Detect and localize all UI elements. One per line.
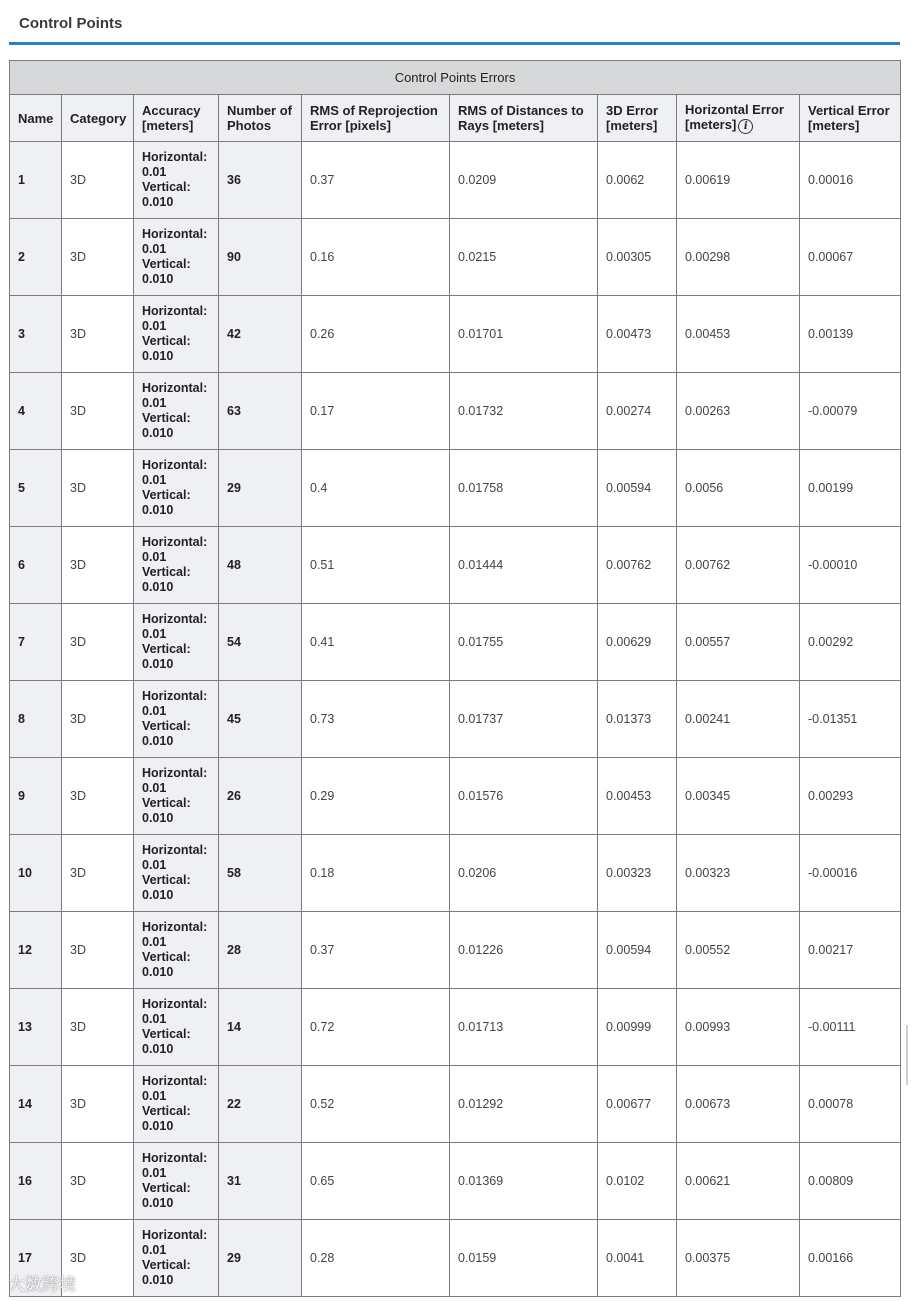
cell-accuracy (134, 373, 219, 450)
cell-photos: 45 (219, 681, 302, 758)
cell-photos: 22 (219, 1066, 302, 1143)
cell-rms_reproj: 0.17 (302, 373, 450, 450)
cell-rms_dist: 0.01292 (450, 1066, 598, 1143)
accuracy-line: Horizontal: (142, 535, 208, 549)
cell-photos: 31 (219, 1143, 302, 1220)
accuracy-line: Horizontal: (142, 920, 208, 934)
cell-rms_dist: 0.01576 (450, 758, 598, 835)
cell-accuracy (134, 450, 219, 527)
accuracy-line: Vertical: (142, 1104, 191, 1118)
cell-accuracy (134, 296, 219, 373)
cell-vert: 0.00139 (800, 296, 901, 373)
accuracy-line: 0.010 (142, 1196, 174, 1210)
cell-err3d: 0.01373 (598, 681, 677, 758)
cell-horiz: 0.00762 (677, 527, 800, 604)
cell-category: 3D (62, 450, 134, 527)
accuracy-line: Horizontal: (142, 689, 208, 703)
accuracy-line: 0.01 (142, 1243, 167, 1257)
cell-accuracy (134, 604, 219, 681)
column-header-err3d (598, 95, 677, 142)
cell-rms_dist: 0.01755 (450, 604, 598, 681)
cell-err3d: 0.00305 (598, 219, 677, 296)
column-header-label: Horizontal Error [meters] (685, 102, 784, 133)
cell-vert: -0.00016 (800, 835, 901, 912)
accuracy-line: Vertical: (142, 488, 191, 502)
accuracy-line: Horizontal: (142, 1074, 208, 1088)
cell-name: 5 (10, 450, 62, 527)
column-header-label: Number of Photos (227, 103, 292, 133)
table-row (10, 1066, 901, 1143)
accuracy-line: Vertical: (142, 257, 191, 271)
accuracy-line: 0.010 (142, 811, 174, 825)
cell-name: 6 (10, 527, 62, 604)
cell-category: 3D (62, 296, 134, 373)
cell-name: 2 (10, 219, 62, 296)
table-caption: Control Points Errors (10, 61, 901, 95)
cell-rms_reproj: 0.41 (302, 604, 450, 681)
accuracy-line: Vertical: (142, 719, 191, 733)
column-header-horiz (677, 95, 800, 142)
accuracy-line: 0.01 (142, 704, 167, 718)
table-row (10, 989, 901, 1066)
table-row (10, 758, 901, 835)
column-header-category (62, 95, 134, 142)
cell-rms_dist: 0.0215 (450, 219, 598, 296)
table-row (10, 681, 901, 758)
info-icon[interactable]: i (738, 119, 753, 134)
cell-vert: 0.00292 (800, 604, 901, 681)
cell-err3d: 0.00999 (598, 989, 677, 1066)
cell-photos: 14 (219, 989, 302, 1066)
section-header (9, 0, 900, 46)
cell-photos: 29 (219, 1220, 302, 1297)
accuracy-line: 0.010 (142, 1119, 174, 1133)
cell-rms_reproj: 0.72 (302, 989, 450, 1066)
cell-horiz: 0.00263 (677, 373, 800, 450)
cell-rms_reproj: 0.51 (302, 527, 450, 604)
cell-rms_reproj: 0.18 (302, 835, 450, 912)
table-row (10, 912, 901, 989)
cell-photos: 48 (219, 527, 302, 604)
column-header-rms_dist (450, 95, 598, 142)
cell-rms_dist: 0.01732 (450, 373, 598, 450)
cell-photos: 36 (219, 142, 302, 219)
scrollbar-edge (906, 1025, 908, 1085)
cell-category: 3D (62, 1066, 134, 1143)
cell-name: 3 (10, 296, 62, 373)
accuracy-line: 0.01 (142, 1166, 167, 1180)
accuracy-line: Vertical: (142, 950, 191, 964)
cell-category: 3D (62, 604, 134, 681)
cell-vert: -0.00111 (800, 989, 901, 1066)
cell-err3d: 0.0041 (598, 1220, 677, 1297)
accuracy-line: Horizontal: (142, 1151, 208, 1165)
cell-rms_reproj: 0.37 (302, 912, 450, 989)
cell-vert: 0.00217 (800, 912, 901, 989)
cell-photos: 42 (219, 296, 302, 373)
cell-photos: 90 (219, 219, 302, 296)
cell-accuracy (134, 1066, 219, 1143)
accuracy-line: 0.01 (142, 242, 167, 256)
cell-err3d: 0.00473 (598, 296, 677, 373)
accuracy-line: Vertical: (142, 180, 191, 194)
column-header-label: Category (70, 110, 127, 126)
cell-category: 3D (62, 758, 134, 835)
cell-photos: 58 (219, 835, 302, 912)
cell-accuracy (134, 758, 219, 835)
accuracy-line: 0.01 (142, 935, 167, 949)
section-title: Control Points (19, 15, 123, 32)
table-body (10, 142, 901, 1297)
cell-name: 13 (10, 989, 62, 1066)
cell-accuracy (134, 835, 219, 912)
cell-accuracy (134, 989, 219, 1066)
table-row (10, 373, 901, 450)
table-row (10, 1143, 901, 1220)
accuracy-line: 0.01 (142, 319, 167, 333)
accuracy-line: Horizontal: (142, 766, 208, 780)
cell-err3d: 0.00594 (598, 912, 677, 989)
accuracy-line: Horizontal: (142, 843, 208, 857)
column-header-accuracy (134, 95, 219, 142)
cell-rms_dist: 0.01758 (450, 450, 598, 527)
accuracy-line: Vertical: (142, 1027, 191, 1041)
cell-vert: 0.00078 (800, 1066, 901, 1143)
cell-rms_dist: 0.01701 (450, 296, 598, 373)
cell-name: 4 (10, 373, 62, 450)
accuracy-line: 0.010 (142, 349, 174, 363)
cell-horiz: 0.00619 (677, 142, 800, 219)
accuracy-line: Vertical: (142, 334, 191, 348)
accuracy-line: Horizontal: (142, 150, 208, 164)
accuracy-line: Horizontal: (142, 997, 208, 1011)
accuracy-line: Horizontal: (142, 304, 208, 318)
cell-category: 3D (62, 219, 134, 296)
cell-rms_reproj: 0.65 (302, 1143, 450, 1220)
accuracy-line: 0.010 (142, 503, 174, 517)
cell-err3d: 0.00323 (598, 835, 677, 912)
cell-horiz: 0.00993 (677, 989, 800, 1066)
accuracy-line: Horizontal: (142, 381, 208, 395)
cell-horiz: 0.00323 (677, 835, 800, 912)
accuracy-line: 0.01 (142, 473, 167, 487)
cell-accuracy (134, 912, 219, 989)
cell-rms_dist: 0.0209 (450, 142, 598, 219)
cell-horiz: 0.00552 (677, 912, 800, 989)
accuracy-line: 0.010 (142, 580, 174, 594)
cell-horiz: 0.00621 (677, 1143, 800, 1220)
table-row (10, 835, 901, 912)
table-row (10, 1220, 901, 1297)
cell-rms_dist: 0.01713 (450, 989, 598, 1066)
cell-photos: 29 (219, 450, 302, 527)
cell-horiz: 0.00345 (677, 758, 800, 835)
cell-category: 3D (62, 989, 134, 1066)
cell-vert: -0.00010 (800, 527, 901, 604)
cell-category: 3D (62, 912, 134, 989)
accuracy-line: 0.01 (142, 550, 167, 564)
cell-rms_reproj: 0.4 (302, 450, 450, 527)
cell-rms_reproj: 0.52 (302, 1066, 450, 1143)
cell-rms_dist: 0.0159 (450, 1220, 598, 1297)
cell-accuracy (134, 681, 219, 758)
accuracy-line: 0.010 (142, 426, 174, 440)
cell-vert: 0.00016 (800, 142, 901, 219)
accuracy-line: Vertical: (142, 873, 191, 887)
cell-name: 14 (10, 1066, 62, 1143)
cell-horiz: 0.0056 (677, 450, 800, 527)
accuracy-line: 0.010 (142, 195, 174, 209)
column-header-label: RMS of Reprojection Error [pixels] (310, 103, 438, 133)
cell-vert: 0.00199 (800, 450, 901, 527)
accuracy-line: Vertical: (142, 411, 191, 425)
cell-horiz: 0.00453 (677, 296, 800, 373)
accuracy-line: 0.01 (142, 781, 167, 795)
cell-vert: -0.00079 (800, 373, 901, 450)
accuracy-line: Horizontal: (142, 612, 208, 626)
accuracy-line: Vertical: (142, 796, 191, 810)
cell-rms_dist: 0.0206 (450, 835, 598, 912)
cell-rms_reproj: 0.26 (302, 296, 450, 373)
cell-category: 3D (62, 1143, 134, 1220)
table-row (10, 604, 901, 681)
column-header-label: Accuracy [meters] (142, 103, 201, 133)
accuracy-line: 0.01 (142, 858, 167, 872)
column-header-label: Name (18, 110, 54, 126)
accuracy-line: 0.010 (142, 888, 174, 902)
accuracy-line: 0.01 (142, 627, 167, 641)
section-divider (9, 42, 900, 45)
cell-vert: 0.00166 (800, 1220, 901, 1297)
cell-err3d: 0.00453 (598, 758, 677, 835)
accuracy-line: 0.01 (142, 165, 167, 179)
cell-name: 1 (10, 142, 62, 219)
cell-rms_reproj: 0.29 (302, 758, 450, 835)
accuracy-line: 0.01 (142, 396, 167, 410)
cell-name: 9 (10, 758, 62, 835)
cell-accuracy (134, 1220, 219, 1297)
cell-err3d: 0.0062 (598, 142, 677, 219)
cell-photos: 26 (219, 758, 302, 835)
table-row (10, 219, 901, 296)
cell-category: 3D (62, 681, 134, 758)
accuracy-line: 0.01 (142, 1012, 167, 1026)
cell-name: 7 (10, 604, 62, 681)
accuracy-line: Vertical: (142, 565, 191, 579)
cell-horiz: 0.00375 (677, 1220, 800, 1297)
cell-category: 3D (62, 1220, 134, 1297)
cell-photos: 28 (219, 912, 302, 989)
accuracy-line: Horizontal: (142, 1228, 208, 1242)
cell-name: 8 (10, 681, 62, 758)
accuracy-line: 0.010 (142, 1273, 174, 1287)
cell-vert: 0.00809 (800, 1143, 901, 1220)
accuracy-line: Horizontal: (142, 227, 208, 241)
column-header-label: Vertical Error [meters] (808, 103, 890, 133)
accuracy-line: Vertical: (142, 642, 191, 656)
column-header-label: RMS of Distances to Rays [meters] (458, 103, 584, 133)
cell-vert: 0.00293 (800, 758, 901, 835)
cell-accuracy (134, 219, 219, 296)
accuracy-line: 0.010 (142, 1042, 174, 1056)
cell-rms_dist: 0.01444 (450, 527, 598, 604)
accuracy-line: Vertical: (142, 1258, 191, 1272)
cell-err3d: 0.00677 (598, 1066, 677, 1143)
accuracy-line: 0.010 (142, 734, 174, 748)
cell-err3d: 0.00629 (598, 604, 677, 681)
cell-vert: -0.01351 (800, 681, 901, 758)
cell-category: 3D (62, 527, 134, 604)
table-row (10, 142, 901, 219)
cell-rms_dist: 0.01369 (450, 1143, 598, 1220)
cell-err3d: 0.00762 (598, 527, 677, 604)
column-header-vert (800, 95, 901, 142)
table-row (10, 296, 901, 373)
cell-err3d: 0.0102 (598, 1143, 677, 1220)
cell-name: 17 (10, 1220, 62, 1297)
cell-horiz: 0.00241 (677, 681, 800, 758)
cell-name: 16 (10, 1143, 62, 1220)
column-header-photos (219, 95, 302, 142)
accuracy-line: 0.010 (142, 657, 174, 671)
watermark: 大数跨境 (8, 1275, 76, 1295)
cell-rms_reproj: 0.28 (302, 1220, 450, 1297)
accuracy-line: 0.010 (142, 965, 174, 979)
accuracy-line: 0.01 (142, 1089, 167, 1103)
cell-category: 3D (62, 142, 134, 219)
cell-category: 3D (62, 835, 134, 912)
cell-name: 12 (10, 912, 62, 989)
column-header-label: 3D Error [meters] (606, 103, 659, 133)
cell-horiz: 0.00298 (677, 219, 800, 296)
cell-category: 3D (62, 373, 134, 450)
cell-horiz: 0.00557 (677, 604, 800, 681)
column-header-rms_reproj (302, 95, 450, 142)
cell-accuracy (134, 142, 219, 219)
accuracy-line: 0.010 (142, 272, 174, 286)
cell-horiz: 0.00673 (677, 1066, 800, 1143)
control-points-errors-table (9, 60, 901, 1297)
cell-name: 10 (10, 835, 62, 912)
cell-photos: 54 (219, 604, 302, 681)
table-row (10, 450, 901, 527)
cell-err3d: 0.00274 (598, 373, 677, 450)
cell-accuracy (134, 527, 219, 604)
cell-photos: 63 (219, 373, 302, 450)
cell-rms_reproj: 0.37 (302, 142, 450, 219)
cell-rms_reproj: 0.73 (302, 681, 450, 758)
cell-err3d: 0.00594 (598, 450, 677, 527)
cell-rms_dist: 0.01737 (450, 681, 598, 758)
cell-accuracy (134, 1143, 219, 1220)
cell-rms_dist: 0.01226 (450, 912, 598, 989)
table-row (10, 527, 901, 604)
cell-rms_reproj: 0.16 (302, 219, 450, 296)
accuracy-line: Vertical: (142, 1181, 191, 1195)
cell-vert: 0.00067 (800, 219, 901, 296)
accuracy-line: Horizontal: (142, 458, 208, 472)
column-header-name (10, 95, 62, 142)
table-header-row (10, 95, 901, 142)
